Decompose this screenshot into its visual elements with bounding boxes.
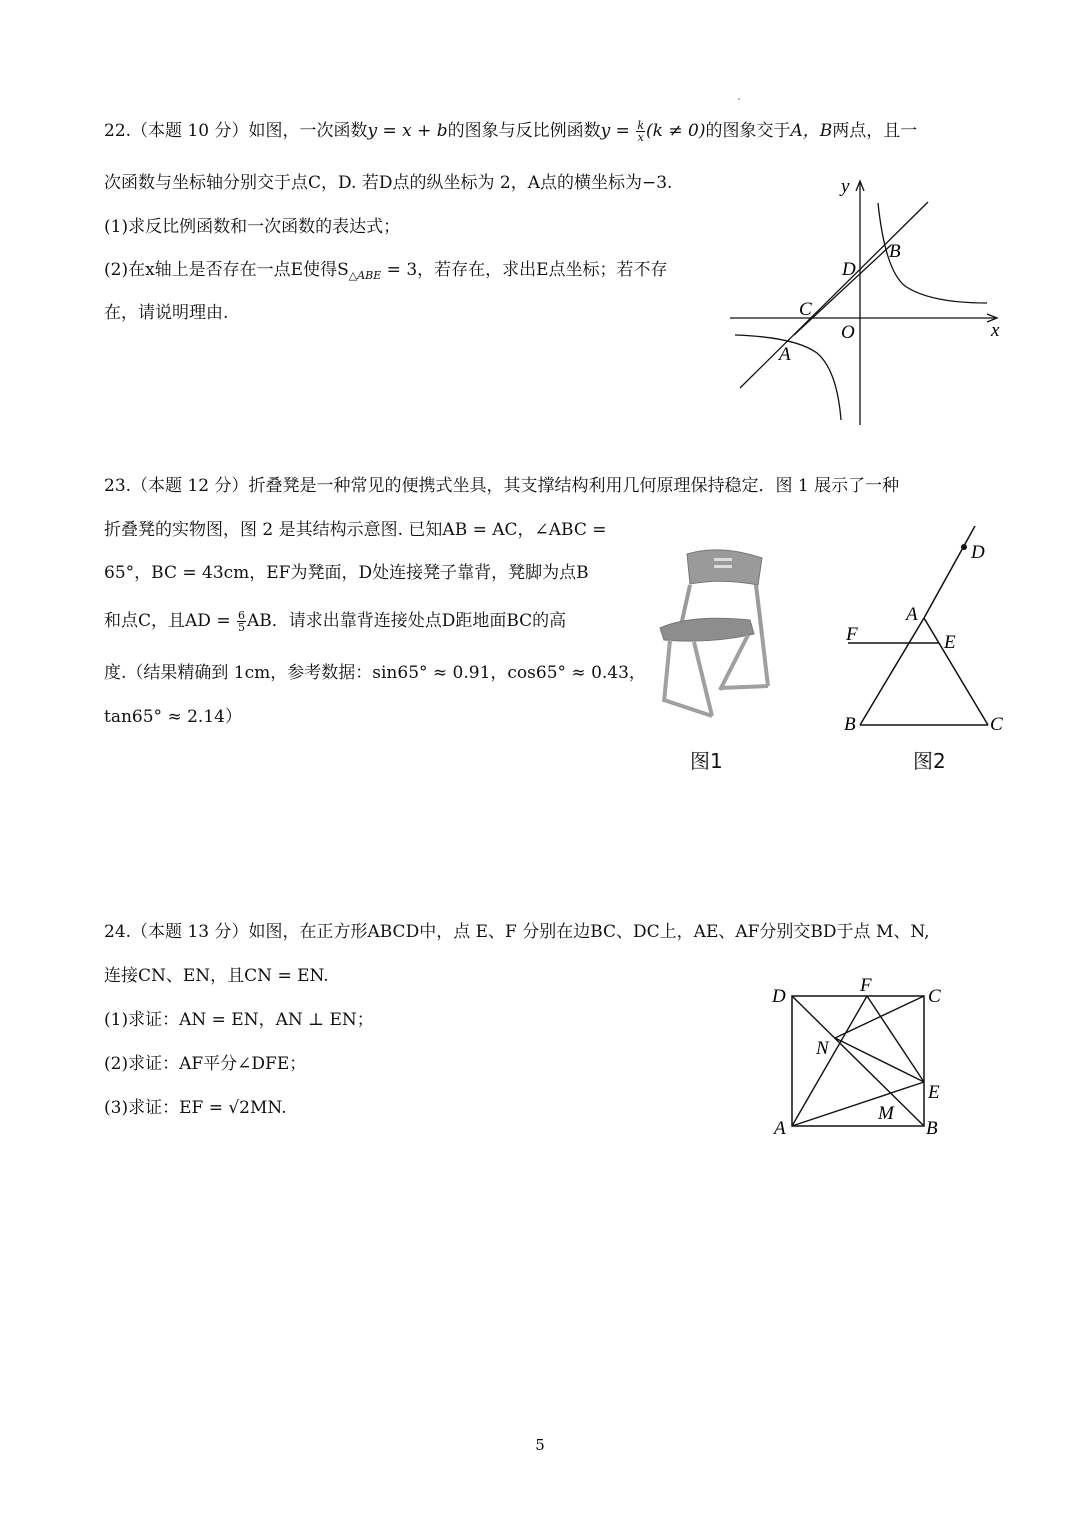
- q24-part3: (3)求证：EF = √2MN.: [104, 1098, 287, 1118]
- q22-line2: 次函数与坐标轴分别交于点C，D. 若D点的纵坐标为 2，A点的横坐标为−3.: [104, 173, 673, 193]
- q23-line2: 折叠凳的实物图，图 2 是其结构示意图. 已知AB = AC，∠ABC =: [104, 520, 607, 540]
- q23-fraction: $\frac{6}{5}$: [237, 609, 245, 634]
- label-a: A: [774, 1118, 786, 1139]
- q23-figure2: [840, 520, 1020, 740]
- q24-part1: (1)求证：AN = EN，AN ⊥ EN；: [104, 1010, 374, 1030]
- segment-ab: [860, 618, 924, 725]
- q24-line1: 24.（本题 13 分）如图，在正方形ABCD中，点 E、F 分别在边BC、DC上，AE、AF分别交BD于点 M、N,: [104, 922, 930, 942]
- label-b: B: [926, 1118, 938, 1139]
- q22-fraction: $\frac{k}{x}$: [637, 119, 645, 144]
- q22-part2-cont: 在，请说明理由.: [104, 303, 229, 323]
- label-f: F: [846, 624, 858, 645]
- label-b: B: [889, 241, 901, 262]
- label-f: F: [860, 975, 872, 996]
- label-c: C: [990, 714, 1003, 735]
- label-o: O: [841, 322, 855, 343]
- q22-line1: 22.（本题 10 分）如图，一次函数y = x + b的图象与反比例函数y = $\frac{k}{x}$ (k ≠ 0)的图象交于A，B两点，且一: [104, 119, 918, 144]
- label-x: x: [991, 320, 1000, 341]
- chair-photo: [650, 540, 780, 725]
- q23-line1: 23.（本题 12 分）折叠凳是一种常见的便携式坐具，其支撑结构利用几何原理保持稳定．图 1 展示了一种: [104, 476, 900, 496]
- q23-line6: tan65° ≈ 2.14）: [104, 707, 242, 727]
- label-c: C: [928, 986, 941, 1007]
- point-d: [961, 544, 967, 550]
- label-n: N: [816, 1038, 829, 1059]
- linear-line: [740, 202, 928, 388]
- page-number: 5: [535, 1436, 545, 1454]
- speck: [738, 98, 740, 100]
- segment-ad: [924, 526, 975, 618]
- figure1-caption: 图1: [690, 749, 723, 773]
- label-c: C: [799, 299, 812, 320]
- segment-ac: [924, 618, 988, 725]
- segment-ne: [835, 1038, 924, 1082]
- q23-line4: 和点C，且AD = $\frac{6}{5}$ AB．请求出靠背连接处点D距地面BC的高: [104, 609, 567, 634]
- diagonal-bd: [792, 996, 924, 1126]
- label-b: B: [844, 714, 856, 735]
- segment-af: [792, 996, 867, 1126]
- label-y: y: [841, 176, 850, 197]
- q24-figure: [768, 972, 958, 1147]
- q23-line3: 65°，BC = 43cm，EF为凳面，D处连接凳子靠背，凳脚为点B: [104, 563, 589, 583]
- label-m: M: [878, 1103, 894, 1124]
- segment-ae: [792, 1082, 924, 1126]
- q22-figure: [725, 175, 1015, 430]
- q24-line2: 连接CN、EN，且CN = EN.: [104, 966, 329, 986]
- label-a: A: [779, 344, 791, 365]
- figure2-caption: 图2: [913, 749, 946, 773]
- label-d: D: [971, 542, 985, 563]
- label-e: E: [928, 1082, 940, 1103]
- q22-part2: (2)在x轴上是否存在一点E使得$S_{\triangle ABE} = 3$，若存在，求出E点坐标；若不存: [104, 260, 668, 282]
- q24-part2: (2)求证：AF平分∠DFE；: [104, 1054, 307, 1074]
- q23-line5: 度.（结果精确到 1cm，参考数据：sin65° ≈ 0.91，cos65° ≈ 0.43，: [104, 663, 646, 683]
- label-d: D: [772, 986, 786, 1007]
- label-d: D: [842, 259, 856, 280]
- segment-nc: [835, 996, 924, 1038]
- label-a: A: [906, 604, 918, 625]
- label-e: E: [944, 632, 956, 653]
- q22-part1: (1)求反比例函数和一次函数的表达式；: [104, 217, 401, 237]
